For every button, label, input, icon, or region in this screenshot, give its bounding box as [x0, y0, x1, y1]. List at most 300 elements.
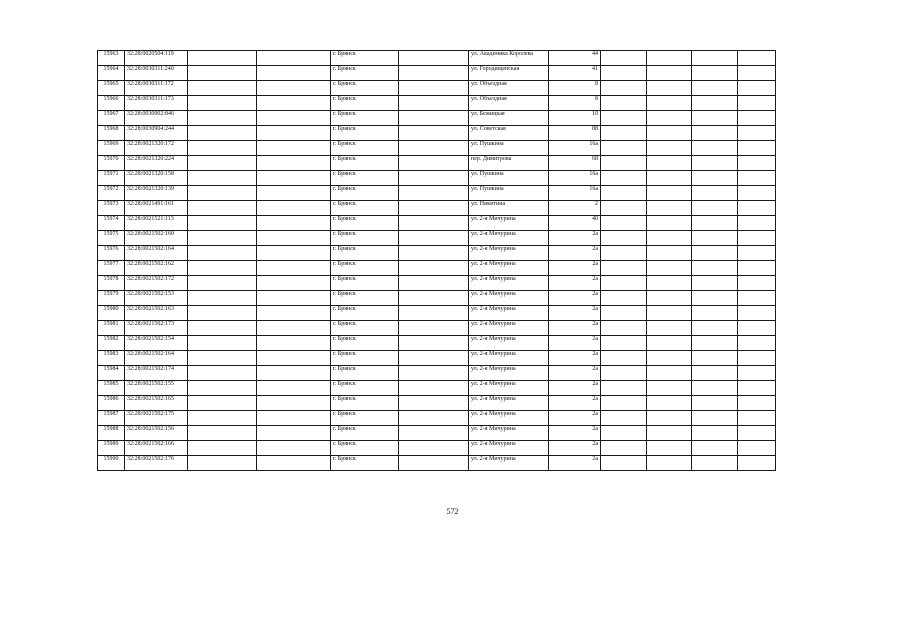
- empty-cell: [647, 96, 692, 111]
- empty-cell: [647, 186, 692, 201]
- house-number-cell: 2а: [549, 276, 601, 291]
- empty-cell: [647, 201, 692, 216]
- table-row: [98, 81, 776, 96]
- row-number-cell: 15988: [98, 426, 125, 441]
- city-cell: г. Брянск: [331, 321, 399, 336]
- empty-cell: [188, 141, 257, 156]
- empty-cell: [399, 396, 469, 411]
- empty-cell: [257, 396, 331, 411]
- street-cell: ул. 2-я Мичурина: [469, 426, 549, 441]
- row-number-cell: 15981: [98, 321, 125, 336]
- cadastral-number-cell: 32:28:0021502:166: [125, 441, 188, 456]
- empty-cell: [257, 291, 331, 306]
- empty-cell: [738, 171, 776, 186]
- empty-cell: [601, 306, 647, 321]
- cadastral-number-cell: 32:28:0021502:160: [125, 231, 188, 246]
- empty-cell: [188, 111, 257, 126]
- empty-cell: [188, 81, 257, 96]
- empty-cell: [692, 306, 738, 321]
- empty-cell: [601, 411, 647, 426]
- empty-cell: [692, 426, 738, 441]
- empty-cell: [399, 51, 469, 66]
- empty-cell: [188, 321, 257, 336]
- row-number-cell: 15971: [98, 171, 125, 186]
- empty-cell: [257, 156, 331, 171]
- street-cell: ул. 2-я Мичурина: [469, 306, 549, 321]
- cadastral-number-cell: 32:28:0020504:119: [125, 51, 188, 66]
- empty-cell: [257, 201, 331, 216]
- house-number-cell: 16а: [549, 141, 601, 156]
- street-cell: ул. 2-я Мичурина: [469, 456, 549, 471]
- cadastral-number-cell: 32:28:0021502:173: [125, 321, 188, 336]
- house-number-cell: 2а: [549, 306, 601, 321]
- empty-cell: [399, 111, 469, 126]
- house-number-cell: 2а: [549, 396, 601, 411]
- empty-cell: [647, 381, 692, 396]
- row-number-cell: 15967: [98, 111, 125, 126]
- empty-cell: [647, 426, 692, 441]
- table-row: [98, 141, 776, 156]
- cadastral-number-cell: 32:28:0021502:164: [125, 351, 188, 366]
- row-number-cell: 15969: [98, 141, 125, 156]
- house-number-cell: 2а: [549, 336, 601, 351]
- row-number-cell: 15964: [98, 66, 125, 81]
- empty-cell: [257, 96, 331, 111]
- cadastral-number-cell: 32:28:0021491:161: [125, 201, 188, 216]
- empty-cell: [738, 126, 776, 141]
- page-number: 572: [446, 507, 459, 516]
- row-number-cell: 15984: [98, 366, 125, 381]
- house-number-cell: 10: [549, 111, 601, 126]
- empty-cell: [399, 306, 469, 321]
- empty-cell: [188, 51, 257, 66]
- empty-cell: [399, 336, 469, 351]
- empty-cell: [257, 381, 331, 396]
- empty-cell: [692, 336, 738, 351]
- empty-cell: [738, 426, 776, 441]
- empty-cell: [188, 216, 257, 231]
- row-number-cell: 15976: [98, 246, 125, 261]
- empty-cell: [188, 96, 257, 111]
- empty-cell: [257, 231, 331, 246]
- empty-cell: [738, 336, 776, 351]
- empty-cell: [188, 381, 257, 396]
- empty-cell: [647, 396, 692, 411]
- city-cell: г. Брянск: [331, 306, 399, 321]
- street-cell: ул. 2-я Мичурина: [469, 441, 549, 456]
- empty-cell: [601, 261, 647, 276]
- empty-cell: [738, 231, 776, 246]
- street-cell: ул. Академика Королева: [469, 51, 549, 66]
- empty-cell: [257, 321, 331, 336]
- street-cell: ул. Объездная: [469, 96, 549, 111]
- table-row: [98, 201, 776, 216]
- empty-cell: [257, 51, 331, 66]
- empty-cell: [399, 231, 469, 246]
- empty-cell: [188, 276, 257, 291]
- empty-cell: [647, 291, 692, 306]
- empty-cell: [692, 186, 738, 201]
- row-number-cell: 15989: [98, 441, 125, 456]
- empty-cell: [601, 231, 647, 246]
- house-number-cell: 16а: [549, 186, 601, 201]
- cadastral-number-cell: 32:28:0021502:174: [125, 366, 188, 381]
- street-cell: ул. Никитина: [469, 201, 549, 216]
- empty-cell: [647, 366, 692, 381]
- city-cell: г. Брянск: [331, 201, 399, 216]
- empty-cell: [257, 366, 331, 381]
- empty-cell: [738, 66, 776, 81]
- empty-cell: [647, 216, 692, 231]
- row-number-cell: 15973: [98, 201, 125, 216]
- city-cell: г. Брянск: [331, 336, 399, 351]
- empty-cell: [647, 51, 692, 66]
- empty-cell: [257, 411, 331, 426]
- row-number-cell: 15979: [98, 291, 125, 306]
- empty-cell: [692, 81, 738, 96]
- city-cell: г. Брянск: [331, 291, 399, 306]
- city-cell: г. Брянск: [331, 81, 399, 96]
- table-row: [98, 336, 776, 351]
- street-cell: ул. 2-я Мичурина: [469, 246, 549, 261]
- city-cell: г. Брянск: [331, 276, 399, 291]
- empty-cell: [399, 441, 469, 456]
- table-row: [98, 276, 776, 291]
- city-cell: г. Брянск: [331, 141, 399, 156]
- empty-cell: [399, 456, 469, 471]
- city-cell: г. Брянск: [331, 51, 399, 66]
- house-number-cell: 2а: [549, 381, 601, 396]
- street-cell: ул. 2-я Мичурина: [469, 351, 549, 366]
- empty-cell: [601, 291, 647, 306]
- empty-cell: [188, 351, 257, 366]
- empty-cell: [399, 126, 469, 141]
- empty-cell: [738, 246, 776, 261]
- empty-cell: [257, 66, 331, 81]
- empty-cell: [692, 66, 738, 81]
- city-cell: г. Брянск: [331, 351, 399, 366]
- table-row: [98, 216, 776, 231]
- row-number-cell: 15983: [98, 351, 125, 366]
- empty-cell: [647, 306, 692, 321]
- empty-cell: [399, 411, 469, 426]
- empty-cell: [738, 156, 776, 171]
- table-row: [98, 246, 776, 261]
- city-cell: г. Брянск: [331, 261, 399, 276]
- cadastral-number-cell: 32:28:0030311:173: [125, 96, 188, 111]
- street-cell: ул. 2-я Мичурина: [469, 396, 549, 411]
- city-cell: г. Брянск: [331, 216, 399, 231]
- empty-cell: [692, 276, 738, 291]
- empty-cell: [692, 156, 738, 171]
- street-cell: ул. Пушкина: [469, 141, 549, 156]
- empty-cell: [399, 381, 469, 396]
- street-cell: пер. Димитрова: [469, 156, 549, 171]
- table-row: [98, 411, 776, 426]
- row-number-cell: 15978: [98, 276, 125, 291]
- street-cell: ул. 2-я Мичурина: [469, 411, 549, 426]
- empty-cell: [738, 261, 776, 276]
- empty-cell: [399, 216, 469, 231]
- empty-cell: [601, 351, 647, 366]
- empty-cell: [692, 231, 738, 246]
- empty-cell: [257, 426, 331, 441]
- empty-cell: [738, 351, 776, 366]
- house-number-cell: 2а: [549, 456, 601, 471]
- empty-cell: [399, 261, 469, 276]
- cadastral-number-cell: 32:28:0021502:154: [125, 336, 188, 351]
- empty-cell: [257, 141, 331, 156]
- street-cell: ул. 2-я Мичурина: [469, 261, 549, 276]
- empty-cell: [399, 276, 469, 291]
- empty-cell: [188, 186, 257, 201]
- empty-cell: [601, 276, 647, 291]
- empty-cell: [188, 411, 257, 426]
- empty-cell: [601, 336, 647, 351]
- empty-cell: [188, 336, 257, 351]
- empty-cell: [257, 456, 331, 471]
- cadastral-number-cell: 32:28:0021502:164: [125, 246, 188, 261]
- empty-cell: [257, 441, 331, 456]
- house-number-cell: 8: [549, 96, 601, 111]
- row-number-cell: 15975: [98, 231, 125, 246]
- cadastral-number-cell: 32:28:0021320:158: [125, 171, 188, 186]
- house-number-cell: 2а: [549, 441, 601, 456]
- empty-cell: [647, 156, 692, 171]
- table-row: [98, 306, 776, 321]
- empty-cell: [692, 261, 738, 276]
- empty-cell: [647, 336, 692, 351]
- empty-cell: [738, 201, 776, 216]
- city-cell: г. Брянск: [331, 111, 399, 126]
- house-number-cell: 2а: [549, 366, 601, 381]
- table-row: [98, 66, 776, 81]
- empty-cell: [601, 366, 647, 381]
- empty-cell: [188, 291, 257, 306]
- empty-cell: [399, 156, 469, 171]
- empty-cell: [399, 426, 469, 441]
- empty-cell: [601, 216, 647, 231]
- empty-cell: [692, 51, 738, 66]
- table-row: [98, 156, 776, 171]
- cadastral-number-cell: 32:28:0030902:846: [125, 111, 188, 126]
- empty-cell: [601, 396, 647, 411]
- table-row: [98, 51, 776, 66]
- cadastral-number-cell: 32:28:0030904:244: [125, 126, 188, 141]
- empty-cell: [257, 111, 331, 126]
- empty-cell: [692, 441, 738, 456]
- house-number-cell: 2: [549, 201, 601, 216]
- empty-cell: [738, 366, 776, 381]
- table-row: [98, 231, 776, 246]
- street-cell: ул. 2-я Мичурина: [469, 276, 549, 291]
- empty-cell: [257, 336, 331, 351]
- empty-cell: [257, 81, 331, 96]
- street-cell: ул. 2-я Мичурина: [469, 336, 549, 351]
- empty-cell: [399, 246, 469, 261]
- empty-cell: [692, 366, 738, 381]
- table-row: [98, 261, 776, 276]
- row-number-cell: 15985: [98, 381, 125, 396]
- empty-cell: [647, 261, 692, 276]
- empty-cell: [647, 276, 692, 291]
- empty-cell: [738, 141, 776, 156]
- row-number-cell: 15963: [98, 51, 125, 66]
- empty-cell: [647, 126, 692, 141]
- empty-cell: [692, 291, 738, 306]
- street-cell: ул. Пушкина: [469, 171, 549, 186]
- empty-cell: [399, 201, 469, 216]
- table-row: [98, 426, 776, 441]
- empty-cell: [738, 396, 776, 411]
- empty-cell: [188, 201, 257, 216]
- empty-cell: [738, 186, 776, 201]
- empty-cell: [399, 81, 469, 96]
- empty-cell: [601, 111, 647, 126]
- table-row: [98, 96, 776, 111]
- empty-cell: [692, 171, 738, 186]
- street-cell: ул. 2-я Мичурина: [469, 366, 549, 381]
- empty-cell: [647, 231, 692, 246]
- empty-cell: [738, 441, 776, 456]
- register-body: [98, 51, 776, 471]
- row-number-cell: 15980: [98, 306, 125, 321]
- empty-cell: [399, 186, 469, 201]
- house-number-cell: 44: [549, 51, 601, 66]
- table-row: [98, 111, 776, 126]
- street-cell: ул. 2-я Мичурина: [469, 321, 549, 336]
- city-cell: г. Брянск: [331, 411, 399, 426]
- table-row: [98, 186, 776, 201]
- empty-cell: [647, 456, 692, 471]
- cadastral-number-cell: 32:28:0030311:172: [125, 81, 188, 96]
- city-cell: г. Брянск: [331, 186, 399, 201]
- table-row: [98, 381, 776, 396]
- city-cell: г. Брянск: [331, 426, 399, 441]
- house-number-cell: 2а: [549, 291, 601, 306]
- empty-cell: [738, 216, 776, 231]
- empty-cell: [692, 96, 738, 111]
- empty-cell: [399, 366, 469, 381]
- table-row: [98, 396, 776, 411]
- empty-cell: [257, 186, 331, 201]
- table-row: [98, 456, 776, 471]
- empty-cell: [188, 171, 257, 186]
- empty-cell: [399, 351, 469, 366]
- table-row: [98, 321, 776, 336]
- empty-cell: [601, 66, 647, 81]
- city-cell: г. Брянск: [331, 96, 399, 111]
- street-cell: ул. 2-я Мичурина: [469, 231, 549, 246]
- empty-cell: [188, 246, 257, 261]
- row-number-cell: 15986: [98, 396, 125, 411]
- empty-cell: [601, 201, 647, 216]
- cadastral-number-cell: 32:28:0021502:162: [125, 261, 188, 276]
- city-cell: г. Брянск: [331, 366, 399, 381]
- empty-cell: [601, 51, 647, 66]
- empty-cell: [738, 96, 776, 111]
- city-cell: г. Брянск: [331, 381, 399, 396]
- house-number-cell: 41: [549, 66, 601, 81]
- empty-cell: [738, 291, 776, 306]
- city-cell: г. Брянск: [331, 246, 399, 261]
- empty-cell: [692, 111, 738, 126]
- row-number-cell: 15966: [98, 96, 125, 111]
- empty-cell: [188, 366, 257, 381]
- empty-cell: [692, 411, 738, 426]
- empty-cell: [188, 396, 257, 411]
- house-number-cell: 2а: [549, 426, 601, 441]
- cadastral-number-cell: 32:28:0021502:155: [125, 381, 188, 396]
- empty-cell: [692, 396, 738, 411]
- row-number-cell: 15968: [98, 126, 125, 141]
- empty-cell: [188, 156, 257, 171]
- row-number-cell: 15972: [98, 186, 125, 201]
- house-number-cell: 2а: [549, 231, 601, 246]
- street-cell: ул. Советская: [469, 126, 549, 141]
- city-cell: г. Брянск: [331, 156, 399, 171]
- row-number-cell: 15982: [98, 336, 125, 351]
- empty-cell: [188, 261, 257, 276]
- house-number-cell: 40: [549, 216, 601, 231]
- empty-cell: [601, 186, 647, 201]
- street-cell: ул. 2-я Мичурина: [469, 381, 549, 396]
- cadastral-number-cell: 32:28:0021521:113: [125, 216, 188, 231]
- empty-cell: [601, 321, 647, 336]
- table-row: [98, 351, 776, 366]
- property-register-table: [97, 50, 776, 471]
- empty-cell: [188, 126, 257, 141]
- empty-cell: [399, 321, 469, 336]
- empty-cell: [692, 126, 738, 141]
- row-number-cell: 15990: [98, 456, 125, 471]
- empty-cell: [692, 246, 738, 261]
- street-cell: ул. Пушкина: [469, 186, 549, 201]
- empty-cell: [188, 441, 257, 456]
- empty-cell: [257, 276, 331, 291]
- empty-cell: [647, 246, 692, 261]
- empty-cell: [738, 321, 776, 336]
- cadastral-number-cell: 32:28:0021502:176: [125, 456, 188, 471]
- city-cell: г. Брянск: [331, 66, 399, 81]
- empty-cell: [738, 411, 776, 426]
- empty-cell: [647, 171, 692, 186]
- empty-cell: [601, 456, 647, 471]
- empty-cell: [738, 306, 776, 321]
- empty-cell: [647, 141, 692, 156]
- empty-cell: [188, 456, 257, 471]
- house-number-cell: 2а: [549, 351, 601, 366]
- empty-cell: [738, 276, 776, 291]
- row-number-cell: 15977: [98, 261, 125, 276]
- empty-cell: [738, 456, 776, 471]
- table-row: [98, 171, 776, 186]
- empty-cell: [188, 66, 257, 81]
- row-number-cell: 15987: [98, 411, 125, 426]
- empty-cell: [647, 81, 692, 96]
- empty-cell: [647, 111, 692, 126]
- house-number-cell: 68: [549, 156, 601, 171]
- empty-cell: [188, 426, 257, 441]
- house-number-cell: 88: [549, 126, 601, 141]
- empty-cell: [257, 306, 331, 321]
- empty-cell: [738, 381, 776, 396]
- empty-cell: [601, 381, 647, 396]
- empty-cell: [647, 441, 692, 456]
- empty-cell: [601, 96, 647, 111]
- city-cell: г. Брянск: [331, 231, 399, 246]
- house-number-cell: 2а: [549, 246, 601, 261]
